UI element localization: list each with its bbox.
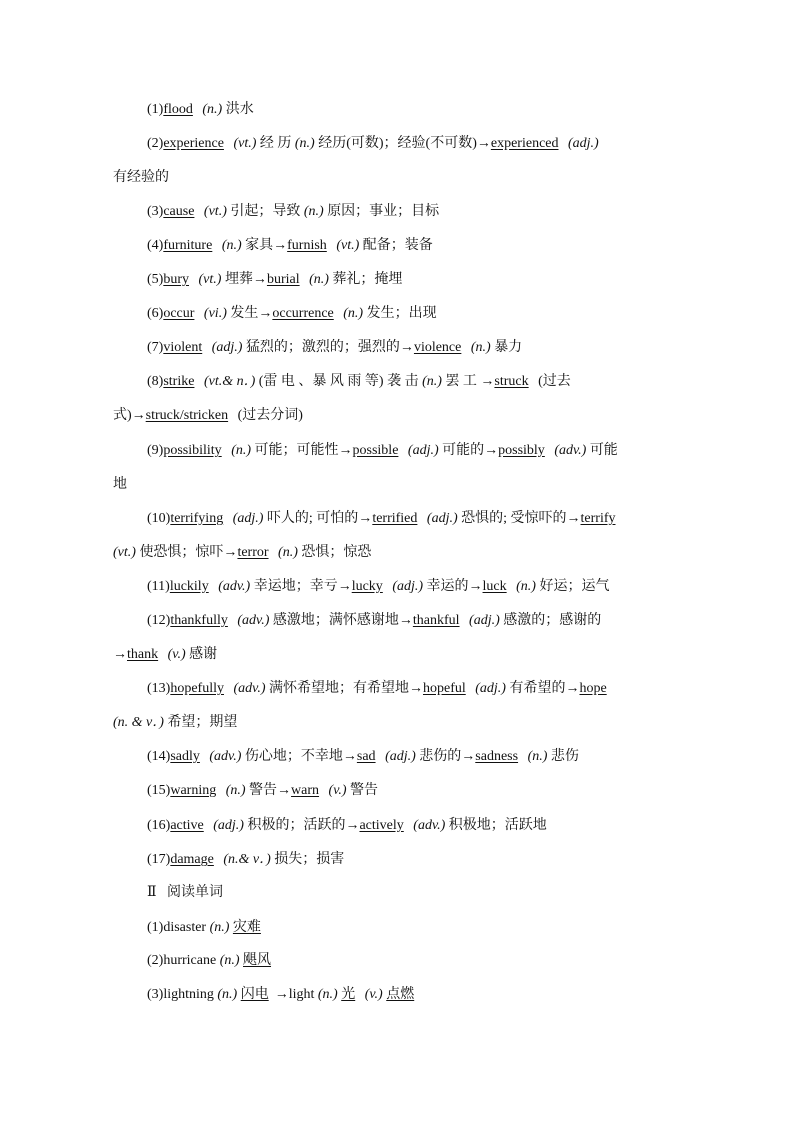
answer: 点燃 (386, 987, 415, 1002)
part-of-speech: (adj.) (385, 749, 416, 764)
vocab-word: sad (356, 749, 376, 764)
vocab-word: lucky (351, 579, 383, 594)
part-of-speech: (adv.) (218, 579, 251, 594)
part-of-speech: (n.) (470, 340, 491, 355)
part-of-speech: (adj.) (232, 511, 264, 526)
vocab-word: thank (127, 647, 159, 662)
part-of-speech: (adv.) (413, 818, 446, 833)
vocab-word: struck (494, 374, 529, 389)
meaning: 感激的；感谢的 (503, 613, 602, 628)
meaning: 好运；运气 (539, 579, 610, 594)
entry-13 (147, 680, 613, 698)
part-of-speech: (n.) (317, 987, 338, 1002)
vocab-word: furnish (287, 238, 327, 253)
part-of-speech: (adj.) (475, 681, 506, 696)
entry-number: (16) (147, 818, 171, 833)
vocab-word: violence (413, 340, 462, 355)
entry-number: (3) (147, 204, 164, 219)
part-of-speech: (adv.) (554, 443, 587, 458)
part-of-speech: (n.) (221, 238, 242, 253)
part-of-speech: (n.) (217, 987, 238, 1002)
section-numeral: Ⅱ (147, 885, 157, 900)
reading-entry-2 (147, 952, 277, 970)
meaning: (雷 电 、暴 风 雨 等) 袭 击 (258, 374, 419, 389)
meaning: 积极的；活跃的→ (247, 818, 360, 833)
part-of-speech: (adj.) (213, 818, 244, 833)
meaning: 悲伤 (550, 749, 579, 764)
entry-8 (147, 373, 571, 391)
vocab-word: burial (266, 272, 300, 287)
part-of-speech: (adv.) (237, 613, 270, 628)
part-of-speech: (n.) (309, 272, 329, 287)
entry-number: (2) (147, 953, 164, 968)
part-of-speech: (vt.& n．) (203, 374, 256, 389)
vocab-word: flood (163, 102, 193, 117)
vocab-word: hopeful (422, 681, 466, 696)
meaning: 式)→ (113, 408, 146, 423)
vocab-word: cause (163, 204, 195, 219)
part-of-speech: (vt.) (198, 272, 222, 287)
vocab-word: sadly (170, 749, 200, 764)
reading-word: hurricane (163, 953, 217, 968)
meaning: 发生→ (230, 306, 273, 321)
part-of-speech: (vt.) (233, 136, 257, 151)
meaning: 感激地；满怀感谢地→ (272, 613, 413, 628)
entry-10-continued (113, 544, 371, 562)
entry-number: (5) (147, 272, 164, 287)
part-of-speech: (adj.) (469, 613, 500, 628)
meaning: 恐惧的; 受惊吓的→ (461, 511, 581, 526)
meaning: 感谢 (189, 647, 218, 662)
meaning: 伤心地；不幸地→ (244, 749, 357, 764)
part-of-speech: (n. & v．) (113, 715, 164, 730)
meaning: 警告 (350, 783, 379, 798)
meaning: 配备；装备 (362, 238, 433, 253)
entry-number: (14) (147, 749, 171, 764)
meaning: 埋葬→ (224, 272, 267, 287)
meaning: 悲伤的→ (419, 749, 476, 764)
part-of-speech: (n.) (278, 545, 298, 560)
entry-number: (1) (147, 920, 164, 935)
entry-number: (4) (147, 238, 164, 253)
part-of-speech: (n.& v．) (223, 852, 271, 867)
entry-5 (147, 271, 402, 289)
vocab-word: terrifying (170, 511, 224, 526)
vocab-word: warning (170, 783, 217, 798)
entry-number: (13) (147, 681, 171, 696)
meaning: 罢 工 → (445, 374, 495, 389)
vocab-word: possible (352, 443, 399, 458)
entry-17 (147, 851, 344, 869)
part-of-speech: (n.) (422, 374, 442, 389)
vocab-word: violent (163, 340, 203, 355)
part-of-speech: (adv.) (209, 749, 242, 764)
meaning: 经 历 (259, 136, 292, 151)
answer: 灾难 (232, 920, 261, 935)
part-of-speech: (vi.) (203, 306, 227, 321)
part-of-speech: (n.) (225, 783, 246, 798)
vocab-word: warn (291, 783, 320, 798)
vocab-word: terrify (580, 511, 616, 526)
meaning: 猛烈的；激烈的；强烈的→ (245, 340, 414, 355)
vocab-word: terrified (372, 511, 418, 526)
meaning: 引起；导致 (230, 204, 301, 219)
entry-6 (147, 305, 437, 323)
answer: 光 (341, 987, 356, 1002)
meaning: (过去分词) (237, 408, 303, 423)
vocab-word: sadness (475, 749, 519, 764)
vocab-word: terror (237, 545, 269, 560)
part-of-speech: (n.) (527, 749, 548, 764)
entry-number: (15) (147, 783, 171, 798)
meaning: → (113, 647, 127, 662)
entry-number: (3) (147, 987, 164, 1002)
part-of-speech: (n.) (209, 920, 230, 935)
entry-number: (17) (147, 852, 171, 867)
part-of-speech: (vt.) (113, 545, 136, 560)
vocab-word: occur (163, 306, 195, 321)
part-of-speech: (n.) (219, 953, 240, 968)
part-of-speech: (v.) (364, 987, 383, 1002)
part-of-speech: (n.) (294, 136, 315, 151)
reading-word: lightning (163, 987, 214, 1002)
vocab-word: hopefully (170, 681, 224, 696)
entry-number: (12) (147, 613, 171, 628)
entry-number: (2) (147, 136, 164, 151)
meaning: 损失；损害 (274, 852, 345, 867)
vocab-word: possibility (163, 443, 222, 458)
vocab-word: active (170, 818, 204, 833)
vocab-word: thankful (412, 613, 460, 628)
entry-12 (147, 612, 601, 630)
meaning: (过去 (538, 374, 571, 389)
entry-1 (147, 101, 254, 119)
part-of-speech: (adj.) (426, 511, 458, 526)
vocab-word: thankfully (170, 613, 228, 628)
vocab-word: luck (482, 579, 507, 594)
part-of-speech: (adj.) (392, 579, 424, 594)
meaning: 可能；可能性→ (254, 443, 353, 458)
vocab-word: furniture (163, 238, 213, 253)
entry-2 (147, 135, 599, 153)
part-of-speech: (n.) (343, 306, 364, 321)
part-of-speech: (adj.) (407, 443, 439, 458)
part-of-speech: (v.) (328, 783, 347, 798)
entry-13-continued (113, 714, 237, 732)
answer: 闪电 (240, 987, 269, 1002)
part-of-speech: (adj.) (211, 340, 243, 355)
entry-10 (147, 510, 622, 528)
entry-number: (11) (147, 579, 170, 594)
meaning: 幸运的→ (426, 579, 483, 594)
meaning: 家具→ (245, 238, 288, 253)
part-of-speech: (vt.) (203, 204, 227, 219)
meaning: 积极地；活跃地 (448, 818, 547, 833)
meaning: 原因；事业；目标 (327, 204, 440, 219)
entry-7 (147, 339, 522, 357)
entry-number: (9) (147, 443, 164, 458)
part-of-speech: (n.) (231, 443, 252, 458)
meaning: 地 (113, 477, 127, 492)
part-of-speech: (adv.) (233, 681, 266, 696)
entry-2-continued (113, 169, 169, 187)
meaning: 幸运地；幸亏→ (253, 579, 352, 594)
section-title: 阅读单词 (167, 885, 224, 900)
entry-number: (10) (147, 511, 171, 526)
vocab-word: bury (163, 272, 189, 287)
meaning: 希望；期望 (167, 715, 238, 730)
vocab-word: luckily (169, 579, 209, 594)
entry-number: (7) (147, 340, 164, 355)
entry-4 (147, 237, 433, 255)
reading-entry-3 (147, 986, 420, 1004)
part-of-speech: (adj.) (568, 136, 599, 151)
entry-number: (1) (147, 102, 164, 117)
part-of-speech: (v.) (167, 647, 186, 662)
vocab-word: occurrence (272, 306, 334, 321)
part-of-speech: (n.) (516, 579, 536, 594)
vocab-word: strike (163, 374, 195, 389)
vocab-word: struck/stricken (145, 408, 229, 423)
vocab-word: actively (359, 818, 404, 833)
entry-11 (147, 578, 609, 596)
vocab-word: experienced (490, 136, 559, 151)
meaning: 经历(可数)；经验(不可数)→ (318, 136, 491, 151)
vocab-word: hope (579, 681, 607, 696)
entry-14 (147, 748, 579, 766)
meaning: 满怀希望地；有希望地→ (268, 681, 423, 696)
meaning: 吓人的; 可怕的→ (266, 511, 373, 526)
meaning: 可能的→ (442, 443, 499, 458)
vocab-word: possibly (498, 443, 545, 458)
entry-9-continued (113, 476, 127, 494)
entry-9 (147, 442, 618, 460)
meaning: 葬礼；掩埋 (332, 272, 403, 287)
part-of-speech: (n.) (202, 102, 223, 117)
meaning: 暴力 (494, 340, 523, 355)
part-of-speech: (n.) (303, 204, 324, 219)
reading-word: disaster (163, 920, 207, 935)
entry-3 (147, 203, 439, 221)
arrow: → (274, 987, 289, 1002)
entry-number: (6) (147, 306, 164, 321)
meaning: 恐惧；惊恐 (301, 545, 372, 560)
meaning: 有经验的 (113, 170, 169, 185)
reading-word: light (288, 987, 315, 1002)
meaning: 洪水 (225, 102, 254, 117)
entry-12-continued (113, 646, 217, 664)
meaning: 发生；出现 (366, 306, 437, 321)
vocab-word: experience (163, 136, 224, 151)
entry-16 (147, 817, 547, 835)
meaning: 可能 (589, 443, 618, 458)
meaning: 使恐惧；惊吓→ (139, 545, 238, 560)
answer: 飓风 (243, 953, 272, 968)
part-of-speech: (vt.) (336, 238, 360, 253)
meaning: 警告→ (249, 783, 292, 798)
section-heading (147, 884, 223, 902)
meaning: 有希望的→ (509, 681, 580, 696)
reading-entry-1 (147, 919, 267, 937)
entry-8-continued (113, 407, 303, 425)
entry-number: (8) (147, 374, 164, 389)
vocab-word: damage (170, 852, 214, 867)
entry-15 (147, 782, 378, 800)
